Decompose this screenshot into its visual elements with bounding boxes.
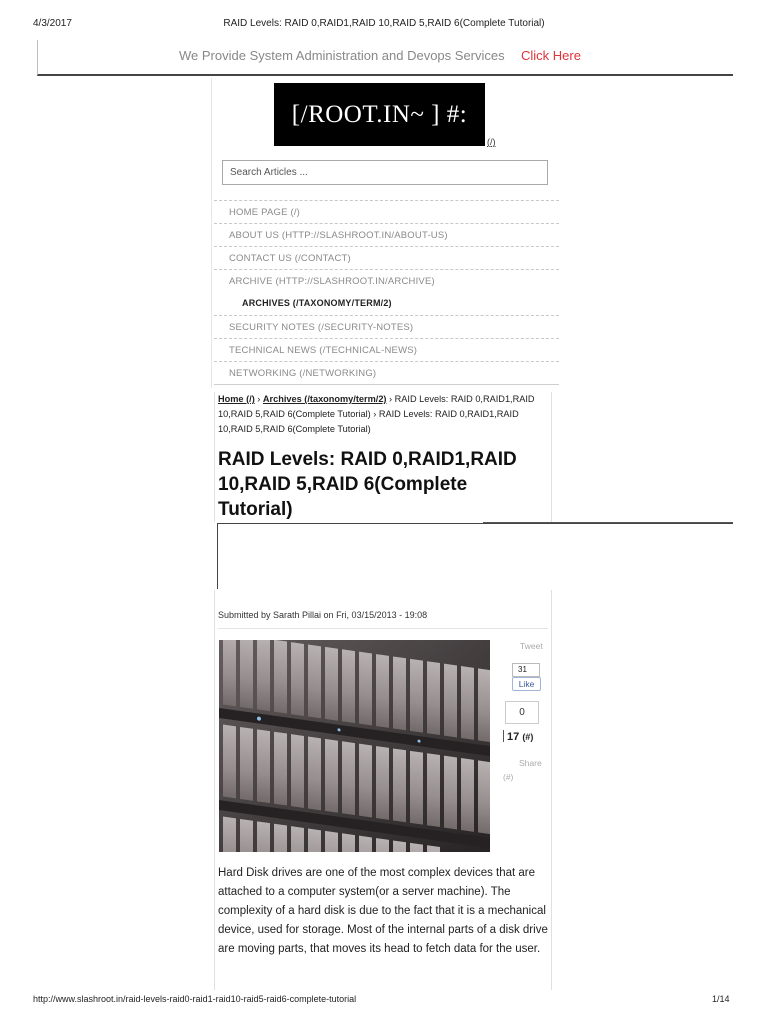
print-url: http://www.slashroot.in/raid-levels-raid0-raid1-raid10-raid5-raid6-complete-tutorial <box>33 994 357 1004</box>
print-page-number: 1/14 <box>712 994 730 1004</box>
print-page-title: RAID Levels: RAID 0,RAID1,RAID 10,RAID 5,RAID 6(Complete Tutorial) <box>223 18 545 29</box>
nav-item-archive[interactable]: ARCHIVE (HTTP://SLASHROOT.IN/ARCHIVE) <box>214 269 559 292</box>
breadcrumb-separator: › <box>386 394 395 404</box>
breadcrumb-separator: › <box>370 409 379 419</box>
submitted-divider <box>218 628 548 629</box>
share-link[interactable]: (#) <box>503 772 514 782</box>
search-input[interactable] <box>222 160 548 185</box>
like-button[interactable]: Like <box>512 677 541 691</box>
share-count-number: 17 <box>507 731 520 743</box>
breadcrumb-home-link[interactable]: Home (/) <box>218 394 255 404</box>
plusone-count[interactable]: 0 <box>505 701 539 724</box>
breadcrumb-current: RAID Levels: RAID 0,RAID1,RAID 10,RAID 5,RAID 6(Complete Tutorial) <box>218 394 535 419</box>
nav-item-archives[interactable]: ARCHIVES (/TAXONOMY/TERM/2) <box>242 298 392 308</box>
nav-item-technical-news[interactable]: TECHNICAL NEWS (/TECHNICAL-NEWS) <box>214 338 559 361</box>
click-here-link[interactable]: Click Here <box>521 48 581 63</box>
main-nav <box>214 200 559 385</box>
share-count-bar <box>503 730 504 742</box>
breadcrumb-separator: › <box>254 394 263 404</box>
nav-item-security-notes[interactable]: SECURITY NOTES (/SECURITY-NOTES) <box>214 315 559 338</box>
like-count: 31 <box>512 663 540 677</box>
breadcrumb-archives-link[interactable]: Archives (/taxonomy/term/2) <box>262 394 387 404</box>
hard-disk-array-image <box>219 640 490 852</box>
column-divider <box>211 78 212 388</box>
banner-text: We Provide System Administration and Devops Services <box>179 48 505 63</box>
nav-item-contact-us[interactable]: CONTACT US (/CONTACT) <box>214 246 559 269</box>
site-logo[interactable]: [/ROOT.IN~ ] #: <box>274 83 485 146</box>
share-count[interactable] <box>503 730 533 743</box>
nav-item-networking[interactable]: NETWORKING (/NETWORKING) <box>214 361 559 384</box>
breadcrumb <box>218 392 548 437</box>
article-body: Hard Disk drives are one of the most complex devices that are attached to a computer system(or a server machine). The complexity of a hard disk is due to the fact that it is a mechanical device, used for storage. Most of the internal parts of a disk drive are moving parts, that moves its head to fetch data for the user. <box>218 867 548 955</box>
nav-item-about-us[interactable]: ABOUT US (HTTP://SLASHROOT.IN/ABOUT-US) <box>214 223 559 246</box>
ad-placeholder <box>217 523 733 589</box>
nav-item-home[interactable]: HOME PAGE (/) <box>214 200 559 223</box>
print-date: 4/3/2017 <box>33 18 72 29</box>
submitted-by: Submitted by Sarath Pillai on Fri, 03/15/2013 - 19:08 <box>218 610 428 620</box>
share-button[interactable]: Share <box>519 758 542 768</box>
tweet-button[interactable]: Tweet <box>520 641 543 651</box>
article-title: RAID Levels: RAID 0,RAID1,RAID 10,RAID 5,RAID 6(Complete Tutorial) <box>218 449 517 520</box>
logo-home-link[interactable]: (/) <box>487 137 496 147</box>
breadcrumb-current: RAID Levels: RAID 0,RAID1,RAID 10,RAID 5,RAID 6(Complete Tutorial) <box>218 409 519 434</box>
share-count-link: (#) <box>522 732 534 742</box>
